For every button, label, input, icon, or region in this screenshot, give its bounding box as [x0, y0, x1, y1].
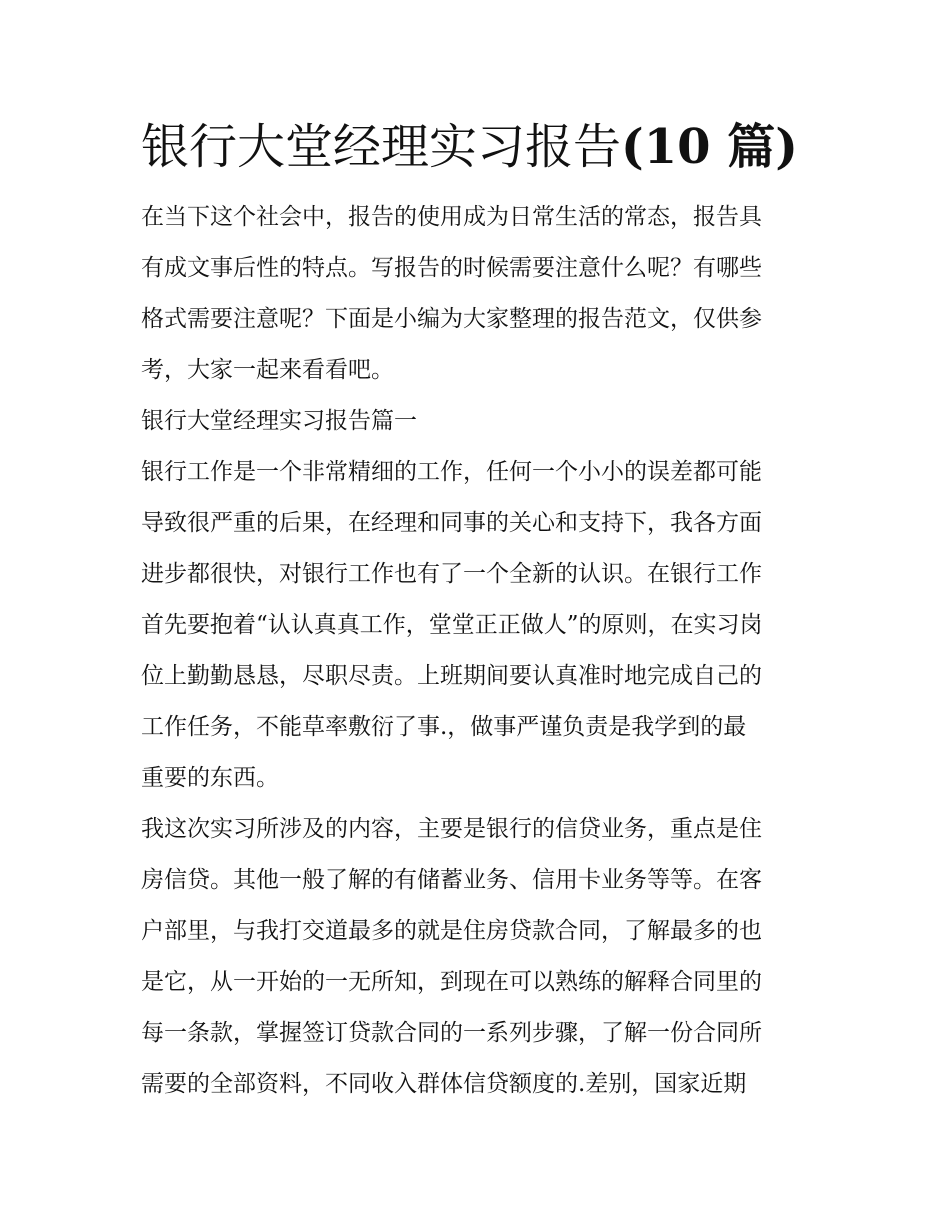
text-line: 进步都很快，对银行工作也有了一个全新的认识。在银行工作	[141, 561, 762, 587]
paragraph	[141, 804, 813, 1110]
paragraph	[141, 447, 813, 804]
title-text: 银行大堂经理实习报告	[141, 119, 622, 175]
text-line: 需要的全部资料，不同收入群体信贷额度的.差别，国家近期	[141, 1071, 747, 1097]
text-line: 房信贷。其他一般了解的有储蓄业务、信用卡业务等等。在客	[141, 867, 762, 893]
document-body	[141, 192, 813, 1110]
text-line: 导致很严重的后果，在经理和同事的关心和支持下，我各方面	[141, 510, 762, 536]
text-line: 是它，从一开始的一无所知，到现在可以熟练的解释合同里的	[141, 969, 762, 995]
text-line: 我这次实习所涉及的内容，主要是银行的信贷业务，重点是住	[141, 816, 762, 842]
text-line: 考，大家一起来看看吧。	[141, 357, 394, 383]
text-line: 有成文事后性的特点。写报告的时候需要注意什么呢？有哪些	[141, 255, 762, 281]
text-line: 重要的东西。	[141, 765, 279, 791]
title-count: (10 篇)	[621, 119, 798, 175]
text-line: 首先要抱着“认认真真工作，堂堂正正做人”的原则，在实习岗	[141, 612, 763, 638]
text-line: 在当下这个社会中，报告的使用成为日常生活的常态，报告具	[141, 204, 762, 230]
text-line: 户部里，与我打交道最多的就是住房贷款合同，了解最多的也	[141, 918, 762, 944]
text-line: 位上勤勤恳恳，尽职尽责。上班期间要认真准时地完成自己的	[141, 663, 762, 689]
text-line: 银行工作是一个非常精细的工作，任何一个小小的误差都可能	[141, 459, 762, 485]
text-line: 每一条款，掌握签订贷款合同的一系列步骤，了解一份合同所	[141, 1020, 762, 1046]
text-line: 工作任务，不能草率敷衍了事.，做事严谨负责是我学到的最	[141, 714, 747, 740]
document-page	[141, 112, 813, 1110]
document-title	[141, 112, 813, 182]
text-line: 银行大堂经理实习报告篇一	[141, 408, 417, 434]
text-line: 格式需要注意呢？下面是小编为大家整理的报告范文，仅供参	[141, 306, 762, 332]
section-heading	[141, 396, 813, 447]
paragraph	[141, 192, 813, 396]
